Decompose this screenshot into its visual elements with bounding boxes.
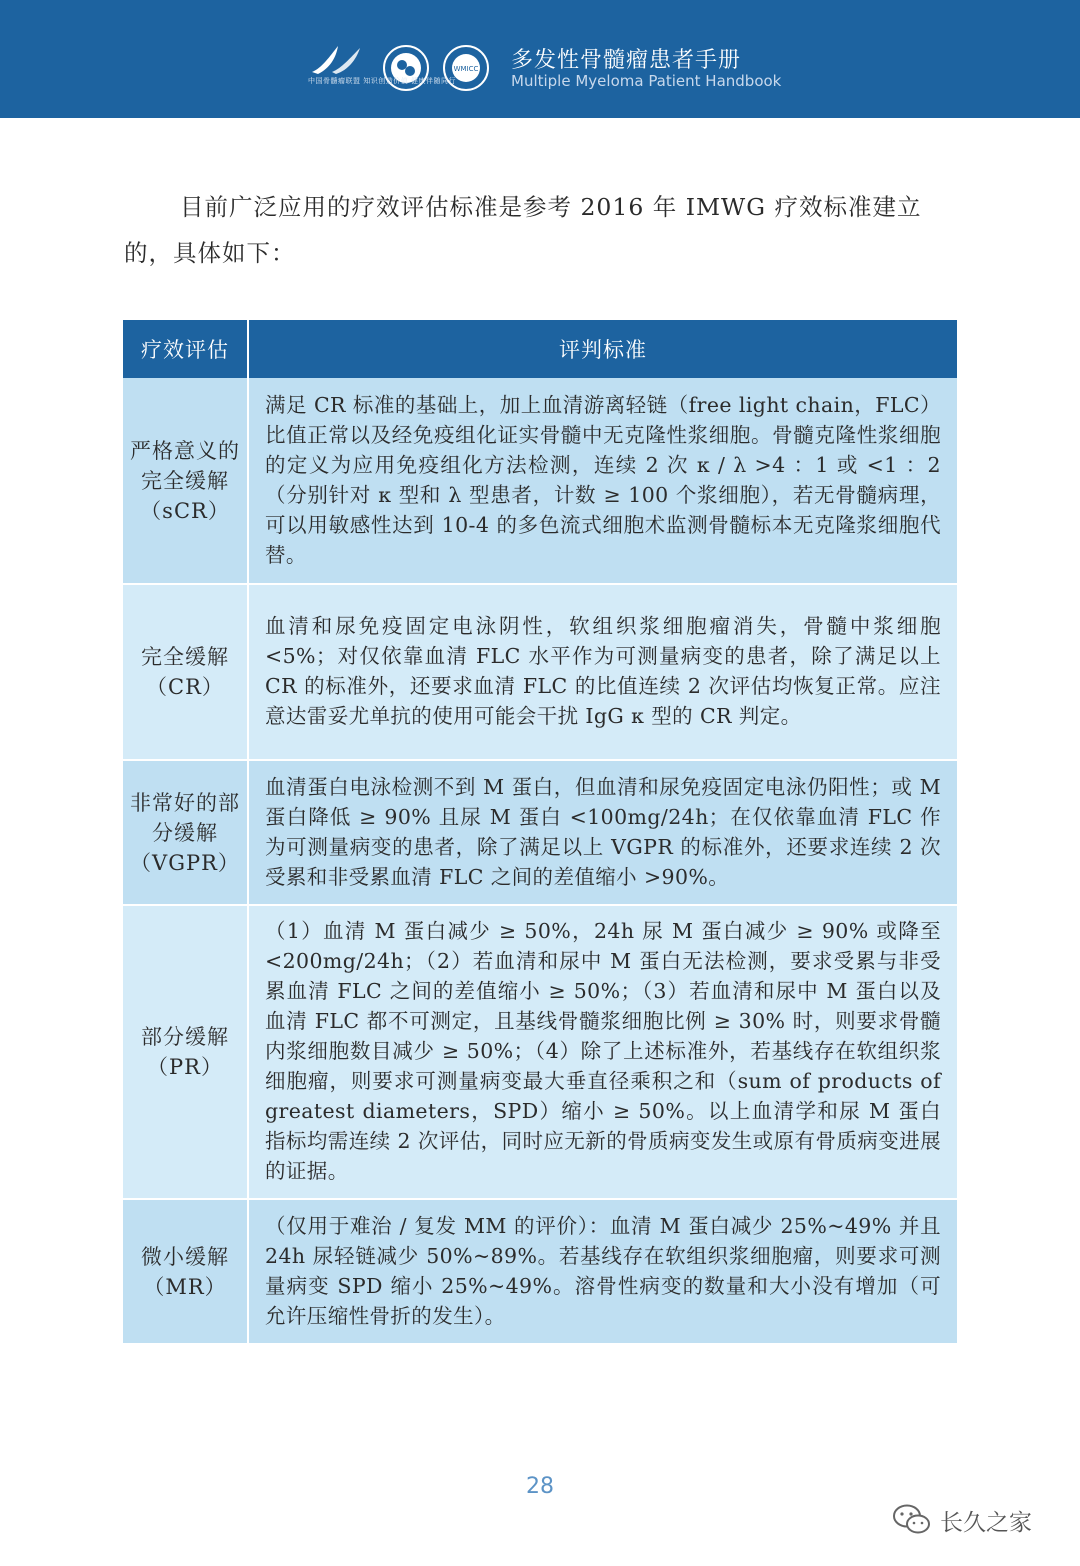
alliance-logo-icon — [308, 42, 368, 78]
table-row — [123, 905, 957, 1199]
table-row — [123, 378, 957, 584]
row-label: 完全缓解（CR） — [123, 584, 248, 760]
intro-paragraph: 目前广泛应用的疗效评估标准是参考 2016 年 IMWG 疗效标准建立的，具体如下： — [124, 193, 922, 267]
watermark-text: 长久之家 — [940, 1510, 1032, 1536]
row-criteria: 血清蛋白电泳检测不到 M 蛋白，但血清和尿免疫固定电泳仍阳性；或 M 蛋白降低 ≥ 90% 且尿 M 蛋白 <100mg/24h；在仅依靠血清 FLC 作为可测量病变的患者，除了满足以上 VGPR 的标准外，还要求连续 2 次受累和非受累血清 FLC 之间的差值缩小 >90%。 — [248, 760, 957, 905]
svg-text:WMICC: WMICC — [453, 65, 479, 73]
row-label: 严格意义的完全缓解（sCR） — [123, 378, 248, 584]
row-criteria: （仅用于难治 / 复发 MM 的评价）：血清 M 蛋白减少 25%~49% 并且 24h 尿轻链减少 50%~89%。若基线存在软组织浆细胞瘤，则要求可测量病变 SPD 缩小 25%~49%。溶骨性病变的数量和大小没有增加（可允许压缩性骨折的发生）。 — [248, 1199, 957, 1344]
row-label: 部分缓解（PR） — [123, 905, 248, 1199]
handbook-subtitle: Multiple Myeloma Patient Handbook — [511, 72, 782, 90]
table-header-row — [123, 320, 957, 378]
row-criteria: 血清和尿免疫固定电泳阴性，软组织浆细胞瘤消失，骨髓中浆细胞 <5%；对仅依靠血清 FLC 水平作为可测量病变的患者，除了满足以上 CR 的标准外，还要求血清 FLC 的比值连续 2 次评估均恢复正常。应注意达雷妥尤单抗的使用可能会干扰 IgG κ 型的 CR 判定。 — [248, 584, 957, 760]
table-row — [123, 584, 957, 760]
table-row — [123, 1199, 957, 1344]
page-number: 28 — [526, 1474, 554, 1499]
row-label: 微小缓解（MR） — [123, 1199, 248, 1344]
logo-tagline: 中国骨髓瘤联盟 知识创造价值 健康伴随同行 — [308, 77, 456, 85]
row-criteria: （1）血清 M 蛋白减少 ≥ 50%，24h 尿 M 蛋白减少 ≥ 90% 或降至 <200mg/24h；（2）若血清和尿中 M 蛋白无法检测，要求受累与非受累血清 FLC 之间的差值缩小 ≥ 50%；（3）若血清和尿中 M 蛋白以及血清 FLC 都不可测定，且基线骨髓浆细胞比例 ≥ 30% 时，则要求骨髓内浆细胞数目减少 ≥ 50%；（4）除了上述标准外，若基线存在软组织浆细胞瘤，则要求可测量病变最大垂直径乘积之和（sum of products of greatest diameters，SPD）缩小 ≥ 50%。以上血清学和尿 M 蛋白指标均需连续 2 次评估，同时应无新的骨质病变发生或原有骨质病变进展的证据。 — [248, 905, 957, 1199]
row-label: 非常好的部分缓解（VGPR） — [123, 760, 248, 905]
page-header — [0, 0, 1080, 118]
row-criteria: 满足 CR 标准的基础上，加上血清游离轻链（free light chain，FLC）比值正常以及经免疫组化证实骨髓中无克隆性浆细胞。骨髓克隆性浆细胞的定义为应用免疫组化方法检测，连续 2 次 κ / λ >4 ：1 或 <1 ：2（分别针对 κ 型和 λ 型患者，计数 ≥ 100 个浆细胞），若无骨髓病理，可以用敏感性达到 10-4 的多色流式细胞术监测骨髓标本无克隆浆细胞代替。 — [248, 378, 957, 584]
handbook-title: 多发性骨髓瘤患者手册 — [511, 48, 742, 73]
header-criteria: 评判标准 — [248, 320, 957, 378]
header-assessment: 疗效评估 — [123, 320, 248, 378]
table-row — [123, 760, 957, 905]
response-criteria-table — [123, 320, 957, 1345]
wechat-icon — [892, 1503, 932, 1537]
